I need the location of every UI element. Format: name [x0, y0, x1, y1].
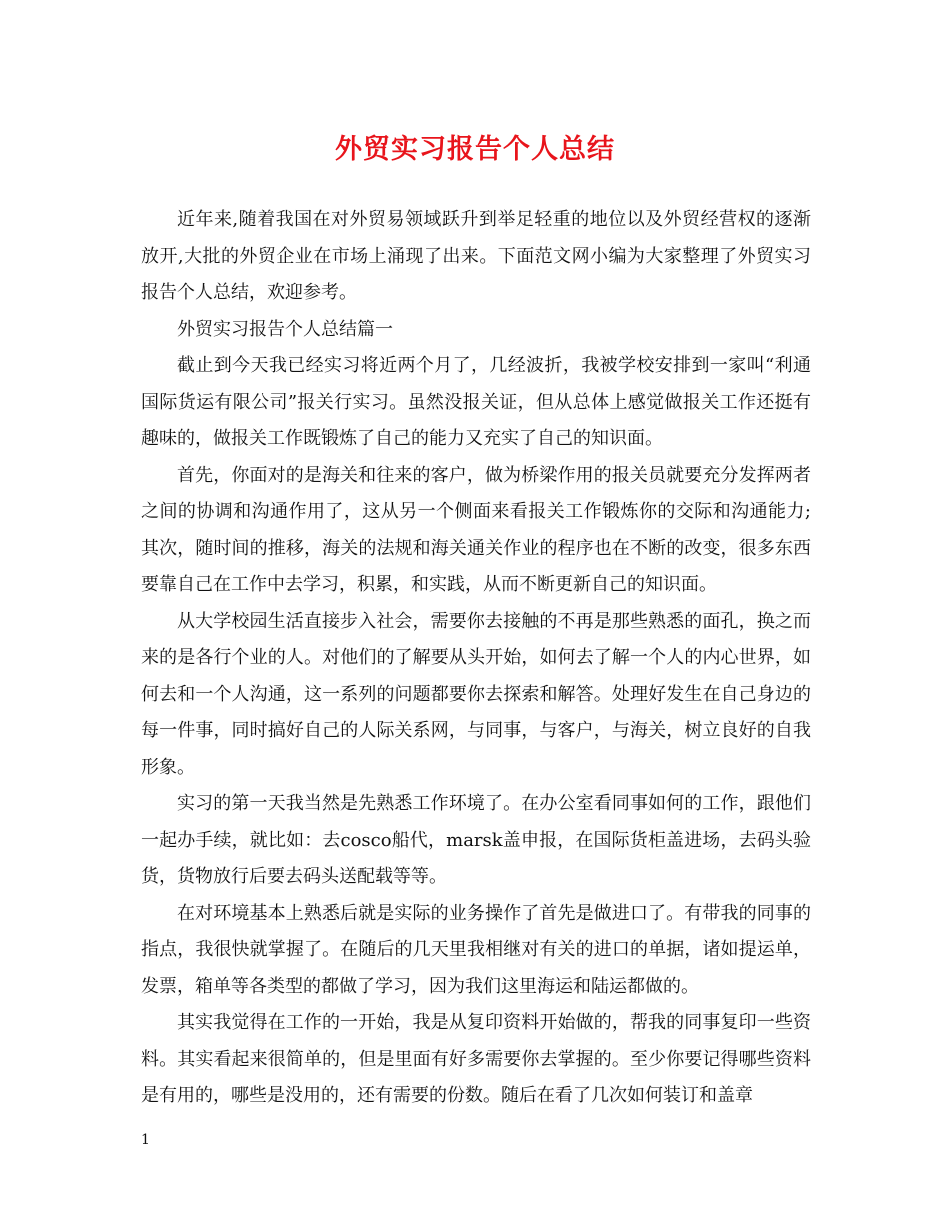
page-number: 1: [141, 1132, 150, 1148]
paragraph-customs-communication: 首先，你面对的是海关和往来的客户，做为桥梁作用的报关员就要充分发挥两者之间的协调和沟通作用了，这从另一个侧面来看报关工作锻炼你的交际和沟通能力;其次，随时间的推移，海关的法规和海关通关作业的程序也在不断的改变，很多东西要靠自己在工作中去学习，积累，和实践，从而不断更新自己的知识面。: [141, 464, 811, 595]
document-body: [141, 202, 811, 1115]
paragraph-intro: 近年来,随着我国在对外贸易领域跃升到举足轻重的地位以及外贸经营权的逐渐放开,大批的外贸企业在市场上涌现了出来。下面范文网小编为大家整理了外贸实习报告个人总结，欢迎参考。: [141, 209, 811, 303]
paragraph-entering-society: 从大学校园生活直接步入社会，需要你去接触的不再是那些熟悉的面孔，换之而来的是各行个业的人。对他们的了解要从头开始，如何去了解一个人的内心世界，如何去和一个人沟通，这一系列的问题都要你去探索和解答。处理好发生在自己身边的每一件事，同时搞好自己的人际关系网，与同事，与客户，与海关，树立良好的自我形象。: [141, 610, 811, 778]
document-title: 外贸实习报告个人总结: [335, 134, 615, 165]
paragraph-first-day: 实习的第一天我当然是先熟悉工作环境了。在办公室看同事如何的工作，跟他们一起办手续，就比如：去cosco船代，marsk盖申报，在国际货柜盖进场，去码头验货，货物放行后要去码头送配载等等。: [141, 793, 811, 887]
paragraph-internship-start: 截止到今天我已经实习将近两个月了，几经波折，我被学校安排到一家叫“利通国际货运有限公司”报关行实习。虽然没报关证，但从总体上感觉做报关工作还挺有趣味的，做报关工作既锻炼了自己的能力又充实了自己的知识面。: [141, 355, 811, 449]
section-heading: 外贸实习报告个人总结篇一: [177, 318, 393, 340]
paragraph-copying-documents: 其实我觉得在工作的一开始，我是从复印资料开始做的，帮我的同事复印一些资料。其实看起来很简单的，但是里面有好多需要你去掌握的。至少你要记得哪些资料是有用的，哪些是没用的，还有需要的份数。随后在看了几次如何装订和盖章: [141, 1012, 811, 1106]
paragraph-import-operations: 在对环境基本上熟悉后就是实际的业务操作了首先是做进口了。有带我的同事的指点，我很快就掌握了。在随后的几天里我相继对有关的进口的单据，诸如提运单，发票，箱单等各类型的都做了学习，因为我们这里海运和陆运都做的。: [141, 902, 811, 997]
